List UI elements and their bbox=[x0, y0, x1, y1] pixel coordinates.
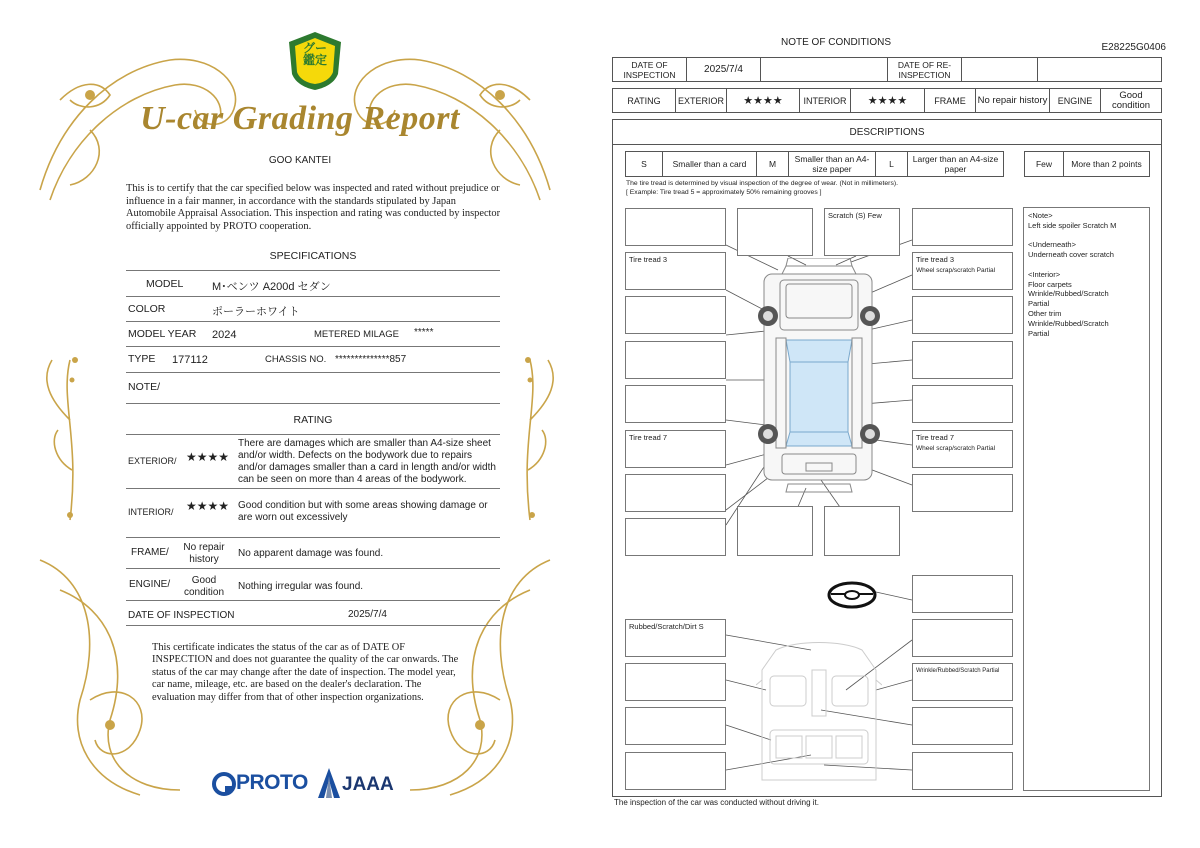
model-year-value: 2024 bbox=[212, 329, 237, 341]
divider bbox=[126, 270, 500, 271]
engine-value: Good condition bbox=[183, 575, 225, 598]
interior-stars: ★★★★ bbox=[186, 499, 230, 513]
badge-text: グー 鑑定 bbox=[302, 41, 327, 67]
interior-diagram bbox=[756, 640, 882, 790]
divider bbox=[126, 434, 500, 435]
condition-box bbox=[912, 385, 1013, 423]
divider bbox=[126, 625, 500, 626]
metered-value: ***** bbox=[414, 327, 434, 338]
box-label: Rubbed/Scratch/Dirt S bbox=[629, 622, 704, 631]
sheet-title: NOTE OF CONDITIONS bbox=[781, 37, 891, 48]
condition-box bbox=[912, 619, 1013, 657]
engine-description: Nothing irregular was found. bbox=[238, 581, 364, 592]
type-label: TYPE bbox=[128, 353, 156, 365]
exterior-stars: ★★★★ bbox=[726, 88, 800, 113]
box-label: Tire tread 7 bbox=[629, 433, 668, 442]
legend-l-desc: Larger than an A4-size paper bbox=[907, 151, 1004, 177]
notes-list bbox=[1028, 211, 1145, 338]
condition-box-tire-rl bbox=[625, 430, 726, 468]
condition-box-rubbed bbox=[625, 619, 726, 657]
intro-text: This is to certify that the car specified below was inspected and rated without prejudice or influence in a fair manner, in accordance with the standards stipulated by Japan Automobile Appraisal Association. This inspection and rating was conducted by inspector officially appointed by PROTO cooperation. bbox=[126, 183, 501, 232]
date-value: 2025/7/4 bbox=[348, 609, 387, 620]
frame-description: No apparent damage was found. bbox=[238, 548, 384, 559]
color-label: COLOR bbox=[128, 303, 166, 315]
note-line bbox=[1028, 260, 1145, 270]
chassis-value: **************857 bbox=[335, 354, 407, 365]
descriptions-heading: DESCRIPTIONS bbox=[612, 119, 1162, 145]
condition-box bbox=[625, 707, 726, 745]
divider bbox=[126, 321, 500, 322]
note-line: <Underneath> bbox=[1028, 240, 1076, 250]
condition-box bbox=[912, 208, 1013, 246]
legend-l: L bbox=[875, 151, 908, 177]
box-label: Tire tread 7 bbox=[916, 433, 955, 442]
rating-label: RATING bbox=[612, 88, 676, 113]
note-line: Partial bbox=[1028, 299, 1050, 309]
sheet-code: E28225G0406 bbox=[1101, 42, 1166, 53]
box-label: Tire tread 3 bbox=[916, 255, 955, 264]
tire-note-2: [ Example: Tire tread 5 = approximately 50% remaining grooves ] bbox=[626, 189, 822, 196]
note-line: <Note> bbox=[1028, 211, 1053, 220]
note-line: <Interior> bbox=[1028, 269, 1061, 279]
jaaa-logo bbox=[318, 768, 398, 798]
legend-s-desc: Smaller than a card bbox=[662, 151, 757, 177]
condition-box bbox=[625, 341, 726, 379]
model-value: M･ベンツ A200d セダン bbox=[212, 281, 331, 293]
condition-box bbox=[625, 474, 726, 512]
note-line: Wrinkle/Rubbed/Scratch bbox=[1028, 289, 1109, 299]
box-label: Scratch (S) Few bbox=[828, 211, 882, 220]
condition-box-tire-rr bbox=[912, 430, 1013, 468]
interior-label: INTERIOR/ bbox=[128, 507, 174, 517]
box-label: Wheel scrap/scratch Partial bbox=[916, 445, 996, 452]
proto-logo-icon bbox=[212, 772, 236, 796]
car-top-view-diagram bbox=[756, 258, 882, 494]
condition-box-wrinkle bbox=[912, 663, 1013, 701]
condition-box bbox=[912, 296, 1013, 334]
exterior-label: EXTERIOR/ bbox=[128, 456, 177, 466]
jaaa-logo-text: JAAA bbox=[342, 774, 394, 795]
model-year-label: MODEL YEAR bbox=[128, 328, 197, 340]
color-value: ポーラーホワイト bbox=[212, 306, 300, 318]
frame-value: No repair history bbox=[183, 542, 225, 565]
note-line: Wrinkle/Rubbed/Scratch bbox=[1028, 318, 1109, 328]
note-line: Other trim bbox=[1028, 308, 1062, 318]
tire-note-1: The tire tread is determined by visual inspection of the degree of wear. (Not in millimeters). bbox=[626, 180, 898, 187]
condition-box bbox=[625, 752, 726, 790]
divider bbox=[126, 403, 500, 404]
interior-description: Good condition but with some areas showing damage or are worn out excessively bbox=[238, 500, 488, 523]
proto-logo-text: PROTO bbox=[236, 771, 308, 794]
legend-m: M bbox=[756, 151, 789, 177]
date-inspection-value: 2025/7/4 bbox=[686, 57, 761, 82]
note-line: Left side spoiler Scratch M bbox=[1028, 220, 1117, 230]
divider bbox=[126, 488, 500, 489]
goo-kantei-badge bbox=[286, 30, 344, 92]
report-title: U-car Grading Report bbox=[140, 100, 460, 137]
note-line bbox=[1028, 231, 1145, 241]
condition-box bbox=[912, 575, 1013, 613]
exterior-stars: ★★★★ bbox=[186, 450, 230, 464]
condition-box bbox=[625, 518, 726, 556]
condition-box bbox=[625, 663, 726, 701]
legend-m-desc: Smaller than an A4-size paper bbox=[788, 151, 876, 177]
reinspection-label: DATE OF RE-INSPECTION bbox=[887, 57, 962, 82]
engine-label: ENGINE/ bbox=[129, 579, 171, 590]
interior-stars: ★★★★ bbox=[850, 88, 925, 113]
condition-box bbox=[737, 208, 813, 256]
exterior-label: EXTERIOR bbox=[675, 88, 727, 113]
rating-heading: RATING bbox=[293, 414, 333, 426]
date-inspection-label: DATE OF INSPECTION bbox=[612, 57, 687, 82]
exterior-description: There are damages which are smaller than A4-size sheet and/or width. Defects on the bodywork due to repairs and/or damages smaller than a card in length and/or width can be seen on more than 4 areas of the bodywork. bbox=[238, 438, 496, 485]
steering-wheel-icon bbox=[827, 580, 877, 610]
note-line: Partial bbox=[1028, 328, 1050, 338]
divider bbox=[126, 568, 500, 569]
condition-box-tire-fl bbox=[625, 252, 726, 290]
condition-box bbox=[912, 341, 1013, 379]
notes-panel bbox=[1023, 207, 1150, 791]
legend-few: Few bbox=[1024, 151, 1064, 177]
metered-label: METERED MILAGE bbox=[314, 329, 399, 340]
model-label: MODEL bbox=[146, 278, 184, 290]
condition-box bbox=[912, 752, 1013, 790]
box-label: Wheel scrap/scratch Partial bbox=[916, 267, 996, 274]
divider bbox=[126, 372, 500, 373]
condition-box bbox=[737, 506, 813, 556]
box-label: Wrinkle/Rubbed/Scratch Partial bbox=[916, 668, 1000, 674]
note-line: Underneath cover scratch bbox=[1028, 250, 1114, 260]
grading-certificate bbox=[0, 0, 590, 848]
legend-s: S bbox=[625, 151, 663, 177]
interior-label: INTERIOR bbox=[799, 88, 851, 113]
condition-box bbox=[625, 208, 726, 246]
condition-box bbox=[625, 385, 726, 423]
engine-label: ENGINE bbox=[1049, 88, 1101, 113]
divider bbox=[126, 537, 500, 538]
condition-box-tire-fr bbox=[912, 252, 1013, 290]
sheet-footer: The inspection of the car was conducted without driving it. bbox=[614, 798, 819, 807]
divider bbox=[126, 296, 500, 297]
condition-box bbox=[625, 296, 726, 334]
frame-label: FRAME/ bbox=[131, 547, 169, 558]
frame-value: No repair history bbox=[975, 88, 1050, 113]
legend-few-desc: More than 2 points bbox=[1063, 151, 1150, 177]
note-of-conditions-sheet bbox=[606, 0, 1200, 848]
specifications-heading: SPECIFICATIONS bbox=[269, 250, 357, 262]
jaaa-logo-icon bbox=[318, 768, 340, 798]
divider bbox=[126, 346, 500, 347]
footer-disclaimer: This certificate indicates the status of the car as of DATE OF INSPECTION and does not guarantee the quality of the car onwards. The status of the car may change after the date of inspection. The model year, car name, mileage, etc. are based on the dealer's declaration. The evaluation may differ from that of other inspection organizations. bbox=[152, 642, 459, 703]
note-label: NOTE/ bbox=[128, 381, 161, 393]
note-line: Floor carpets bbox=[1028, 279, 1072, 289]
chassis-label: CHASSIS NO. bbox=[265, 354, 327, 365]
type-value: 177112 bbox=[172, 354, 208, 366]
proto-logo bbox=[212, 770, 312, 798]
frame-label: FRAME bbox=[924, 88, 976, 113]
divider bbox=[126, 600, 500, 601]
date-label: DATE OF INSPECTION bbox=[128, 610, 235, 621]
condition-box bbox=[824, 506, 900, 556]
condition-box bbox=[912, 474, 1013, 512]
condition-box-scratch bbox=[824, 208, 900, 256]
condition-box bbox=[912, 707, 1013, 745]
engine-value: Good condition bbox=[1100, 88, 1162, 113]
box-label: Tire tread 3 bbox=[629, 255, 668, 264]
report-subtitle: GOO KANTEI bbox=[268, 155, 332, 166]
